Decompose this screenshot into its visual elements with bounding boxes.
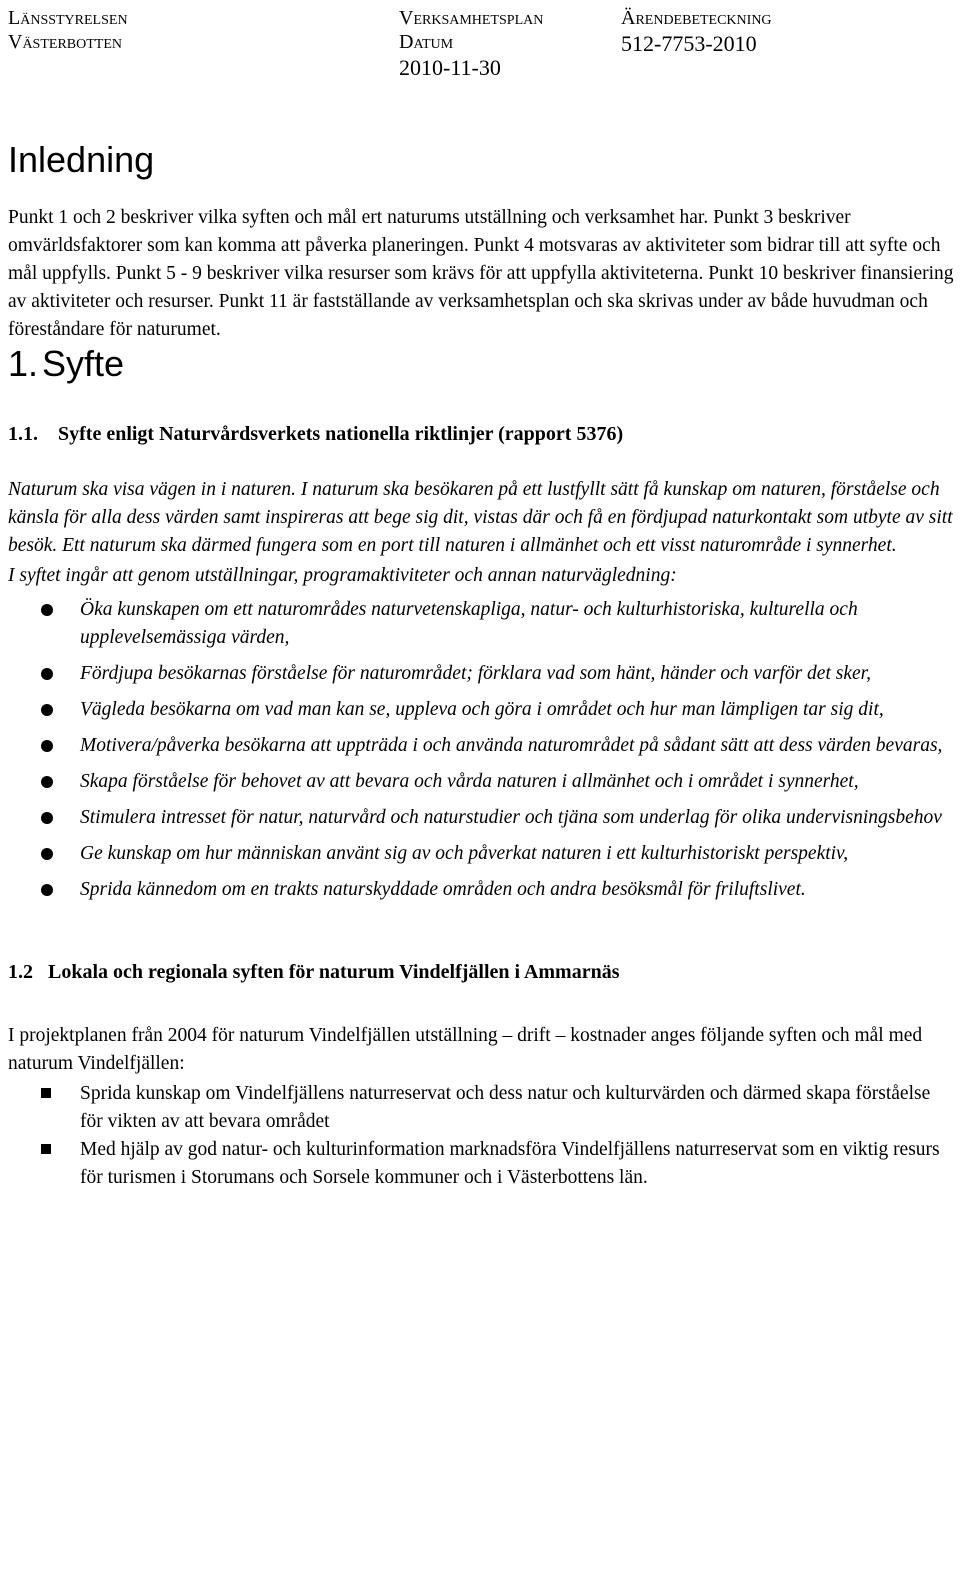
list-item — [8, 660, 956, 688]
list-item — [8, 596, 956, 652]
date-value: 2010-11-30 — [399, 55, 501, 80]
list-item-text: Vägleda besökarna om vad man kan se, uppleva och göra i området och hur man lämpligen tar sig dit, — [80, 699, 884, 720]
section-1-number: 1. — [8, 343, 39, 384]
bullet-icon — [41, 668, 53, 680]
square-bullet-icon — [41, 1144, 51, 1154]
bullet-icon — [41, 776, 53, 788]
case-number-value: 512-7753-2010 — [621, 31, 757, 56]
list-item-text: Sprida kunskap om Vindelfjällens naturreservat och dess natur och kulturvärden och därmed skapa förståelse för vikten av att bevara området — [80, 1083, 931, 1132]
bullet-icon — [41, 884, 53, 896]
list-item-text: Skapa förståelse för behovet av att bevara och vårda naturen i allmänhet och i området i synnerhet, — [80, 771, 859, 792]
intro-paragraph: Punkt 1 och 2 beskriver vilka syften och mål ert naturums utställning och verksamhet har. Punkt 3 beskriver omvärldsfaktorer som kan komma att påverka planeringen. Punkt 4 motsvaras av aktiviteter som bidrar till att syfte och mål uppfylls. Punkt 5 - 9 beskriver vilka resurser som krävs för att uppfylla aktiviteterna. Punkt 10 beskriver finansiering av aktiviteter och resurser. Punkt 11 är fastställande av verksamhetsplan och ska skrivas under av både huvudman och föreståndare för naturumet. — [8, 207, 954, 340]
list-item — [8, 768, 956, 796]
date-label: Datum — [399, 31, 454, 53]
list-item — [8, 876, 956, 904]
list-item-text: Ge kunskap om hur människan använt sig av och påverkat naturen i ett kulturhistoriskt perspektiv, — [80, 843, 849, 864]
section-1-heading — [8, 344, 956, 384]
list-item-text: Med hjälp av god natur- och kulturinformation marknadsföra Vindelfjällens naturreservat som en viktig resurs för turismen i Storumans och Sorsele kommuner och i Västerbottens län. — [80, 1139, 940, 1188]
section-1-2-heading — [8, 958, 956, 986]
list-item-text: Motivera/påverka besökarna att uppträda i och använda naturområdet på sådant sätt att dess värden bevaras, — [80, 735, 943, 756]
bullet-icon — [41, 848, 53, 860]
org-name-line1: Länsstyrelsen — [8, 7, 128, 29]
list-item-text: Öka kunskapen om ett naturområdes naturvetenskapliga, natur- och kulturhistoriska, kulturella och upplevelsemässiga värden, — [80, 599, 858, 648]
list-item-text: Sprida kännedom om en trakts naturskyddade områden och andra besöksmål för friluftslivet. — [80, 879, 806, 900]
list-item — [8, 696, 956, 724]
intro-heading: Inledning — [8, 139, 155, 180]
header-case-info — [621, 6, 772, 58]
list-item — [8, 840, 956, 868]
list-item — [8, 732, 956, 760]
document-body — [8, 140, 956, 1192]
list-item-text: Fördjupa besökarnas förståelse för naturområdet; förklara vad som hänt, händer och varför det sker, — [80, 663, 871, 684]
section-1-title: Syfte — [42, 343, 125, 384]
document-type-label: Verksamhetsplan — [399, 7, 544, 29]
purpose-lead: I syftet ingår att genom utställningar, programaktiviteter och annan naturvägledning: — [8, 565, 677, 586]
purpose-paragraph: Naturum ska visa vägen in i naturen. I naturum ska besökaren på ett lustfyllt sätt få kunskap om naturen, förståelse och känsla för alla dess värden samt inspireras att bege sig dit, vistas där och få en fördjupad naturkontakt som utbyte av sitt besök. Ett naturum ska därmed fungera som en port till naturen i allmänhet och ett visst naturområde i synnerhet. — [8, 479, 953, 556]
list-item-text: Stimulera intresset för natur, naturvård och naturstudier och tjäna som underlag för olika undervisningsbehov — [80, 807, 942, 828]
section-1-1-number: 1.1. — [8, 423, 38, 445]
square-bullet-icon — [41, 1088, 51, 1098]
bullet-icon — [41, 740, 53, 752]
local-purpose-paragraph: I projektplanen från 2004 för naturum Vindelfjällen utställning – drift – kostnader anges följande syften och mål med naturum Vindelfjällen: — [8, 1025, 923, 1074]
list-item — [8, 1080, 956, 1136]
section-1-2-number: 1.2 — [8, 961, 33, 983]
local-purpose-bullet-list — [8, 1080, 956, 1192]
section-1-1-heading — [8, 420, 956, 448]
section-1-2-title: Lokala och regionala syften för naturum Vindelfjällen i Ammarnäs — [48, 961, 620, 983]
header-document-info — [399, 6, 543, 82]
bullet-icon — [41, 604, 53, 616]
header-organization — [8, 6, 128, 54]
org-name-line2: Västerbotten — [8, 31, 122, 53]
list-item — [8, 1136, 956, 1192]
purpose-bullet-list — [8, 596, 956, 904]
section-1-1-title: Syfte enligt Naturvårdsverkets nationella riktlinjer (rapport 5376) — [58, 423, 624, 445]
case-number-label: Ärendebeteckning — [621, 7, 772, 29]
list-item — [8, 804, 956, 832]
bullet-icon — [41, 704, 53, 716]
bullet-icon — [41, 812, 53, 824]
